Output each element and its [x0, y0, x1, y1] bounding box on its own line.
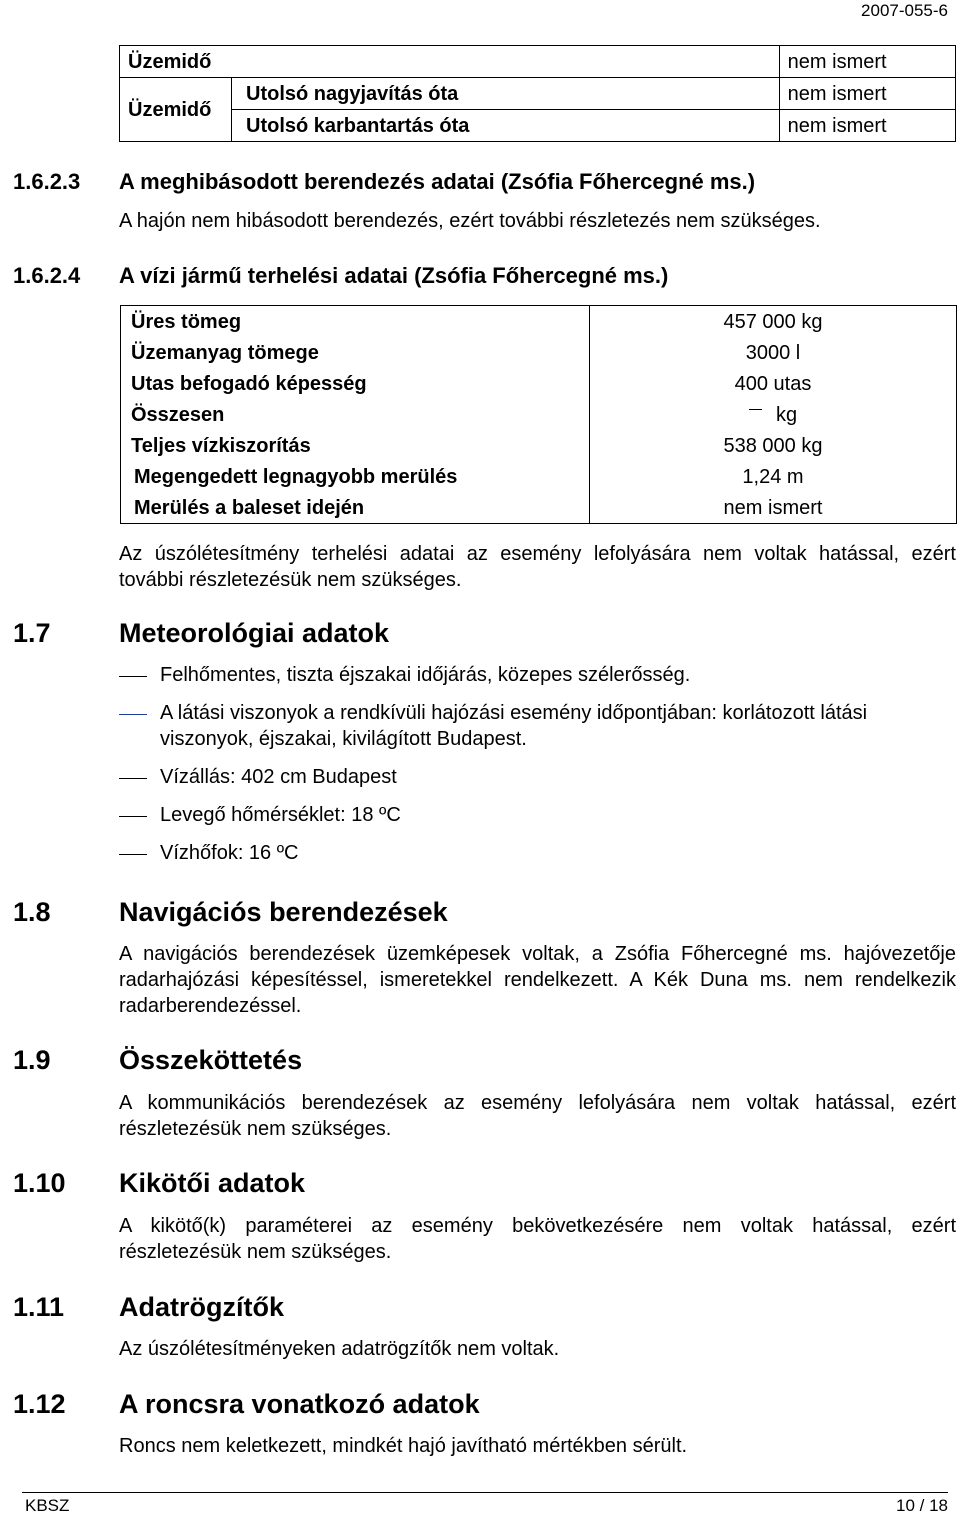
table-cell-group-label: Üzemidő [120, 78, 232, 142]
section-number: 1.9 [13, 1045, 51, 1075]
dash-icon [749, 409, 762, 410]
table-cell-label: Teljes vízkiszorítás [121, 430, 590, 461]
section-number: 1.10 [13, 1168, 66, 1198]
list-item [119, 802, 956, 828]
table-row [120, 46, 956, 78]
table-cell-value: nem ismert [779, 78, 955, 110]
list-item [119, 840, 956, 866]
table-cell-sublabel: Utolsó karbantartás óta [232, 110, 780, 142]
list-item [119, 662, 956, 688]
table-row [120, 78, 956, 110]
section-body-112: Roncs nem keletkezett, mindkét hajó javítható mértékben sérült. [119, 1435, 688, 1457]
list-item [119, 700, 956, 752]
dash-icon [119, 778, 147, 779]
dash-icon [119, 676, 147, 677]
list-item-text: Vízhőfok: 16 ºC [160, 842, 299, 864]
section-title: A meghibásodott berendezés adatai (Zsófia Főhercegné ms.) [119, 169, 756, 194]
section-title: Navigációs berendezések [119, 897, 448, 927]
section-title: A roncsra vonatkozó adatok [119, 1389, 480, 1419]
section-number: 1.7 [13, 618, 51, 648]
footer-divider [22, 1492, 948, 1493]
dash-icon [119, 816, 147, 817]
table-cell-value: 1,24 m [590, 461, 957, 492]
value-unit: kg [775, 403, 798, 426]
footer-page-number: 10 / 18 [896, 1496, 948, 1515]
section-number: 1.6.2.4 [13, 263, 81, 288]
table-cell-label: Összesen [121, 399, 590, 430]
section-heading-110 [13, 1167, 305, 1199]
table-row [121, 337, 957, 368]
list-item-text: A látási viszonyok a rendkívüli hajózási esemény időpontjában: korlátozott látási viszonyok, éjszakai, kivilágított Budapest. [160, 702, 868, 750]
section-title: Adatrögzítők [119, 1292, 284, 1322]
table-cell-value: 538 000 kg [590, 430, 957, 461]
section-title: Meteorológiai adatok [119, 618, 390, 648]
section-heading-17 [13, 617, 389, 649]
section-body-111: Az úszólétesítményeken adatrögzítők nem voltak. [119, 1338, 560, 1360]
footer-org: KBSZ [25, 1496, 70, 1515]
table-cell-value: 3000 l [590, 337, 957, 368]
table-row [121, 461, 957, 492]
section-body-110: A kikötő(k) paraméterei az esemény bekövetkezésére nem voltak hatással, ezért részletezésük nem szükséges. [119, 1215, 956, 1263]
section-body-18: A navigációs berendezések üzemképesek voltak, a Zsófia Főhercegné ms. hajóvezetője radarhajózási képesítéssel, ismeretekkel rendelkezett. A Kék Duna ms. nem rendelkezik radarberendezéssel. [119, 943, 956, 1017]
document-id: 2007-055-6 [861, 1, 948, 20]
weather-list [119, 662, 956, 866]
table-cell-label: Megengedett legnagyobb merülés [121, 461, 590, 492]
table-row [120, 110, 956, 142]
table-cell-value: 457 000 kg [590, 306, 957, 338]
table-row [121, 306, 957, 338]
section-heading-1624 [13, 263, 668, 289]
table-row [121, 492, 957, 524]
section-heading-111 [13, 1291, 284, 1323]
dash-icon [119, 714, 147, 715]
table-cell-label: Merülés a baleset idején [121, 492, 590, 524]
section-body-19: A kommunikációs berendezések az esemény lefolyására nem voltak hatással, ezért részletezésük nem szükséges. [119, 1092, 956, 1140]
list-item-text: Felhőmentes, tiszta éjszakai időjárás, közepes szélerősség. [160, 664, 691, 686]
table-row [121, 368, 957, 399]
table-cell-sublabel: Utolsó nagyjavítás óta [232, 78, 780, 110]
operating-time-table [119, 45, 956, 142]
table-cell-value: nem ismert [590, 492, 957, 524]
section-number: 1.8 [13, 897, 51, 927]
table-cell-value [590, 399, 957, 430]
section-heading-1623 [13, 169, 755, 195]
section-number: 1.12 [13, 1389, 66, 1419]
table-cell-label: Üzemidő [120, 46, 780, 78]
section-heading-18 [13, 896, 448, 928]
section-title: Kikötői adatok [119, 1168, 306, 1198]
table-cell-value: 400 utas [590, 368, 957, 399]
table-row [121, 399, 957, 430]
load-data-table [120, 305, 957, 524]
list-item [119, 764, 956, 790]
table-cell-label: Utas befogadó képesség [121, 368, 590, 399]
section-number: 1.6.2.3 [13, 169, 81, 194]
section-title: A vízi jármű terhelési adatai (Zsófia Főhercegné ms.) [119, 263, 669, 288]
section-number: 1.11 [13, 1292, 65, 1322]
table-cell-label: Üzemanyag tömege [121, 337, 590, 368]
list-item-text: Levegő hőmérséklet: 18 ºC [160, 804, 401, 826]
section-heading-112 [13, 1388, 480, 1420]
table-cell-value: nem ismert [779, 46, 955, 78]
section-heading-19 [13, 1044, 302, 1076]
section-title: Összeköttetés [119, 1045, 303, 1075]
list-item-text: Vízállás: 402 cm Budapest [160, 766, 397, 788]
section-body-1624: Az úszólétesítmény terhelési adatai az esemény lefolyására nem voltak hatással, ezért további részletezésük nem szükséges. [119, 543, 956, 591]
dash-icon [119, 854, 147, 855]
table-cell-label: Üres tömeg [121, 306, 590, 338]
table-row [121, 430, 957, 461]
table-cell-value: nem ismert [779, 110, 955, 142]
section-body-1623: A hajón nem hibásodott berendezés, ezért további részletezés nem szükséges. [119, 210, 821, 232]
